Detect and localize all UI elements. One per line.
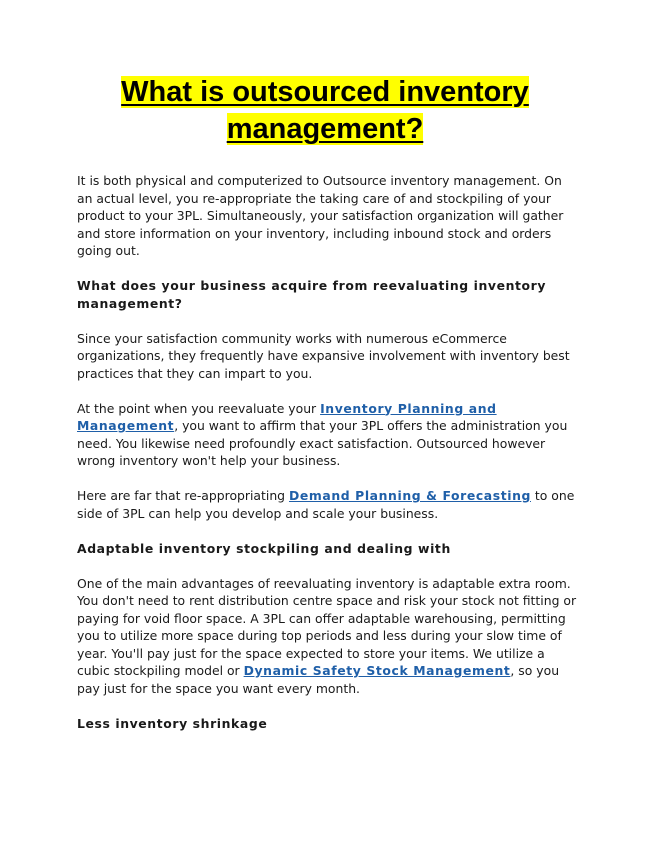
inventory-planning-link[interactable]: Inventory Planning and Management [77,400,497,433]
demand-planning-link[interactable]: Demand Planning & Forecasting [288,488,531,503]
community-paragraph: Since your satisfaction community works with numerous eCommerce organizations, they frequently have expansive involvement with inventory best practices that they can impart to you. [77,330,570,381]
intro-paragraph: It is both physical and computerized to Outsource inventory management. On an actual level, you re-appropriate the taking care of and stockpiling of your product to your 3PL. Simultaneously, your satisfaction organization will gather and store information on your inventory, including inbound stock and orders going out. [77,173,564,258]
scale-text-end: to one side of 3PL can help you develop and scale your business. [77,488,575,521]
section-heading-benefits: What does your business acquire from reevaluating inventory management? [77,278,547,311]
scale-text-start: Here are far that re-appropriating [77,488,289,503]
title-line-1: What is outsourced inventory [121,76,529,108]
storage-text-start: One of the main advantages of reevaluating inventory is adaptable extra room. You don't need to rent distribution centre space and risk your stock not fitting or paying for void floor space. A 3PL can offer adaptable warehousing, permitting you to utilize more space during top periods and less during your slow time of year. You'll pay just for the space expected to store your items. We utilize a cubic stockpiling model or [77,575,577,678]
title-line-2: management? [226,113,424,145]
storage-text-end: , so you pay just for the space you want every month. [77,663,560,696]
page-title [60,74,590,148]
reevaluate-text-start: At the point when you reevaluate your [77,400,321,416]
safety-stock-link[interactable]: Dynamic Safety Stock Management [243,663,511,678]
reevaluate-paragraph [77,400,577,470]
reevaluate-text-end: , you want to affirm that your 3PL offers the administration you need. You likewise need profoundly exact satisfaction. Outsourced however wrong inventory won't help your business. [77,418,568,468]
section-heading-stockpiling: Adaptable inventory stockpiling and dealing with [77,540,451,556]
scale-paragraph [77,487,577,522]
storage-paragraph [77,575,577,698]
section-heading-shrinkage: Less inventory shrinkage [77,715,268,731]
document-body [77,172,577,750]
